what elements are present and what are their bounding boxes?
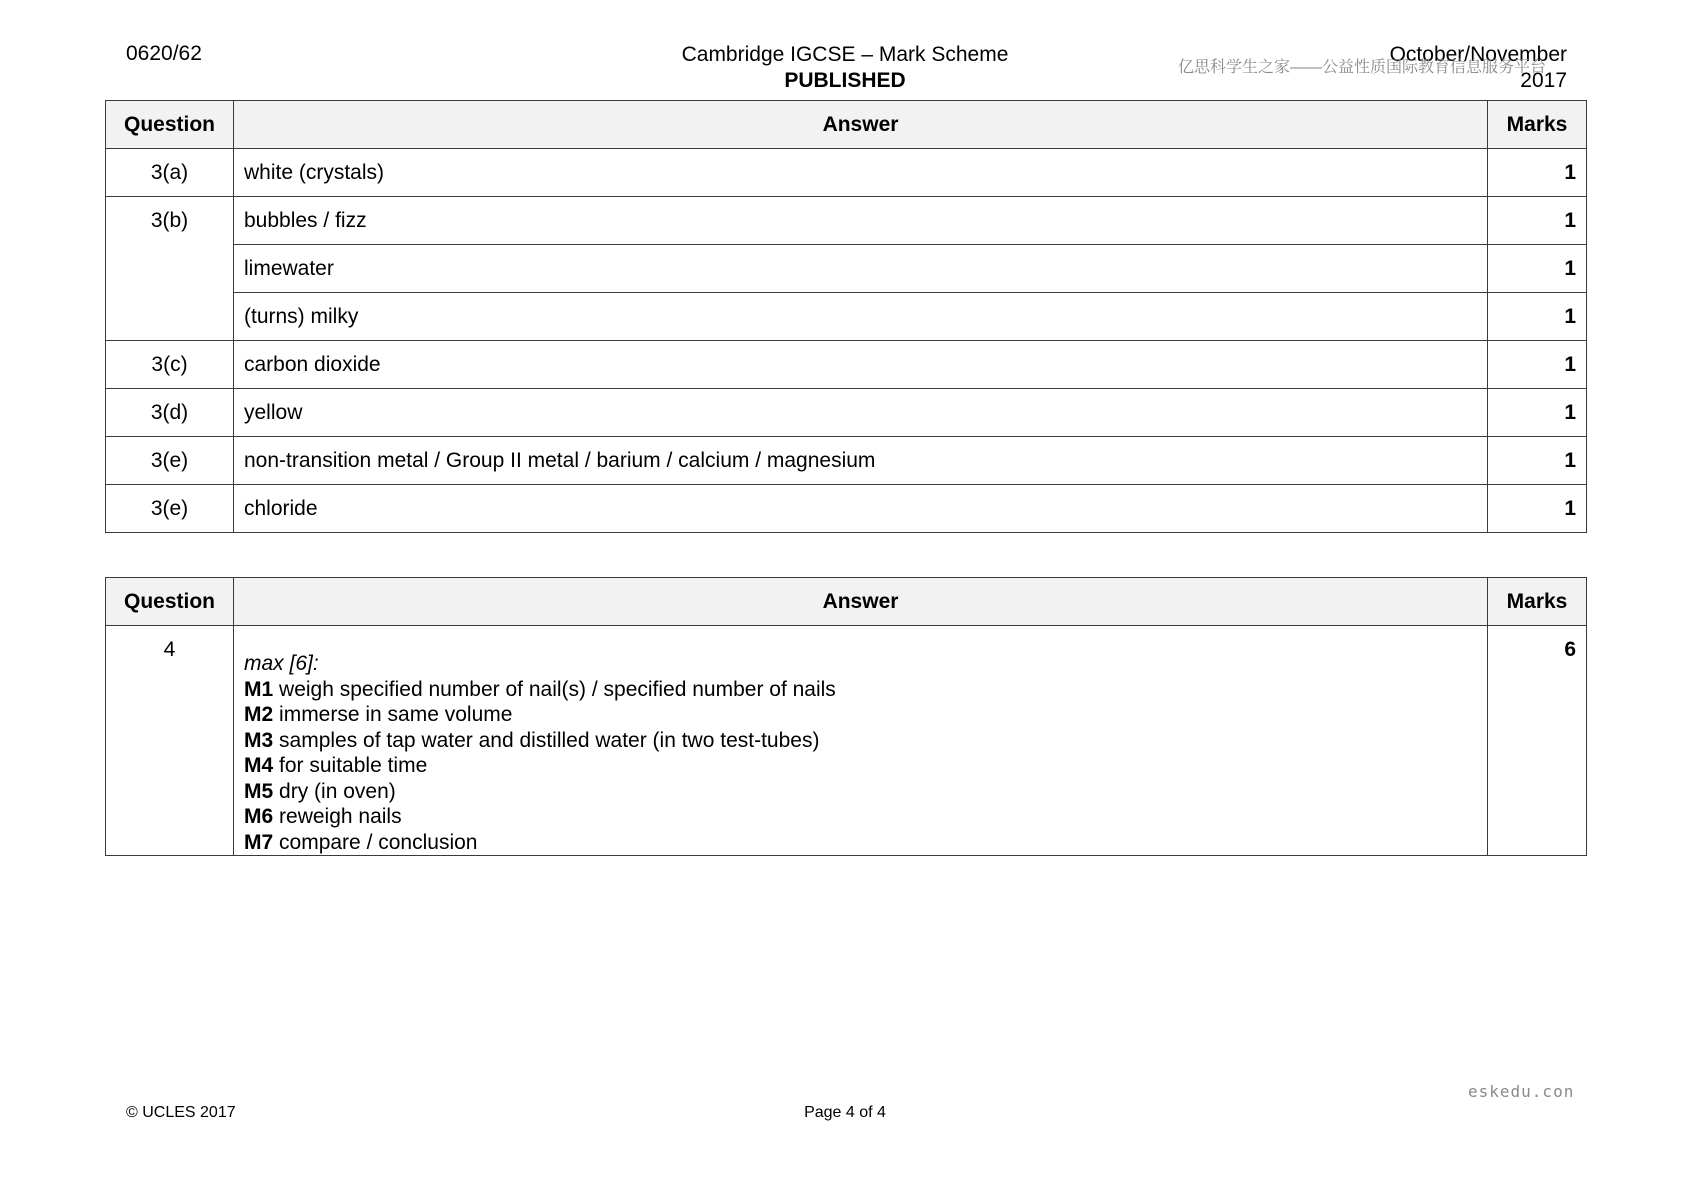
marks-header: Marks xyxy=(1488,578,1587,626)
table-row xyxy=(106,437,1587,485)
marks-cell: 6 xyxy=(1488,626,1587,856)
answer-cell: limewater xyxy=(234,245,1488,293)
table-row xyxy=(106,245,1587,293)
marking-point-text: weigh specified number of nail(s) / specified number of nails xyxy=(279,677,836,701)
answer-cell xyxy=(234,626,1488,856)
blank-line xyxy=(244,626,1477,651)
watermark-top: 亿思科学生之家——公益性质国际教育信息服务平台 xyxy=(1178,59,1547,76)
marks-cell: 1 xyxy=(1488,245,1587,293)
marks-cell: 1 xyxy=(1488,341,1587,389)
watermark-bottom: eskedu.con xyxy=(1468,1082,1575,1101)
table-row xyxy=(106,626,1587,856)
max-marks-label: max [6]: xyxy=(244,652,319,675)
marks-cell: 1 xyxy=(1488,485,1587,533)
mark-scheme-table-q3 xyxy=(105,100,1587,533)
table-row xyxy=(106,389,1587,437)
copyright: © UCLES 2017 xyxy=(126,1104,236,1121)
marks-cell: 1 xyxy=(1488,197,1587,245)
marking-point xyxy=(244,677,1477,703)
marking-point xyxy=(244,702,1477,728)
marks-cell: 1 xyxy=(1488,293,1587,341)
marking-point xyxy=(244,804,1477,830)
marks-cell: 1 xyxy=(1488,149,1587,197)
mark-scheme-table-q4 xyxy=(105,577,1587,856)
answer-cell: yellow xyxy=(234,389,1488,437)
marking-point-code: M5 xyxy=(244,779,274,803)
answer-cell: chloride xyxy=(234,485,1488,533)
question-cell: 3(a) xyxy=(106,149,234,197)
answer-cell: white (crystals) xyxy=(234,149,1488,197)
marking-point-code: M1 xyxy=(244,677,274,701)
question-header: Question xyxy=(106,101,234,149)
marking-point-text: for suitable time xyxy=(279,754,428,777)
question-header: Question xyxy=(106,578,234,626)
table-row xyxy=(106,149,1587,197)
marking-point-text: dry (in oven) xyxy=(279,779,396,803)
exam-year: 2017 xyxy=(1520,69,1567,92)
marks-cell: 1 xyxy=(1488,389,1587,437)
question-cell: 4 xyxy=(106,626,234,856)
marking-point-code: M3 xyxy=(244,728,274,752)
table-row xyxy=(106,197,1587,245)
marking-point-text: samples of tap water and distilled water (in two test-tubes) xyxy=(279,728,820,752)
marking-point xyxy=(244,753,1477,779)
question-cell: 3(c) xyxy=(106,341,234,389)
marking-point-code: M6 xyxy=(244,805,274,828)
marking-point xyxy=(244,830,1477,856)
table-row xyxy=(106,485,1587,533)
marking-point-text: immerse in same volume xyxy=(279,703,513,726)
answer-header: Answer xyxy=(234,578,1488,626)
question-cell: 3(b) xyxy=(106,197,234,341)
question-cell: 3(e) xyxy=(106,485,234,533)
table-row xyxy=(106,341,1587,389)
answer-header: Answer xyxy=(234,101,1488,149)
document-title: Cambridge IGCSE – Mark Scheme xyxy=(681,43,1009,66)
marking-point xyxy=(244,728,1477,754)
published-label: PUBLISHED xyxy=(784,69,906,92)
marks-cell: 1 xyxy=(1488,437,1587,485)
exam-session: October/November xyxy=(1389,43,1567,66)
answer-cell: carbon dioxide xyxy=(234,341,1488,389)
answer-cell: (turns) milky xyxy=(234,293,1488,341)
syllabus-code: 0620/62 xyxy=(126,42,202,65)
question-cell: 3(e) xyxy=(106,437,234,485)
marking-point xyxy=(244,779,1477,805)
marking-point-text: reweigh nails xyxy=(279,805,402,828)
answer-cell: bubbles / fizz xyxy=(234,197,1488,245)
page-number: Page 4 of 4 xyxy=(804,1104,886,1121)
marking-point-code: M4 xyxy=(244,754,274,777)
marking-point-code: M7 xyxy=(244,830,274,854)
table-header-row xyxy=(106,578,1587,626)
answer-cell: non-transition metal / Group II metal / barium / calcium / magnesium xyxy=(234,437,1488,485)
marking-point-code: M2 xyxy=(244,703,274,726)
marks-header: Marks xyxy=(1488,101,1587,149)
question-cell: 3(d) xyxy=(106,389,234,437)
table-header-row xyxy=(106,101,1587,149)
marking-point-text: compare / conclusion xyxy=(279,830,478,854)
table-row xyxy=(106,293,1587,341)
